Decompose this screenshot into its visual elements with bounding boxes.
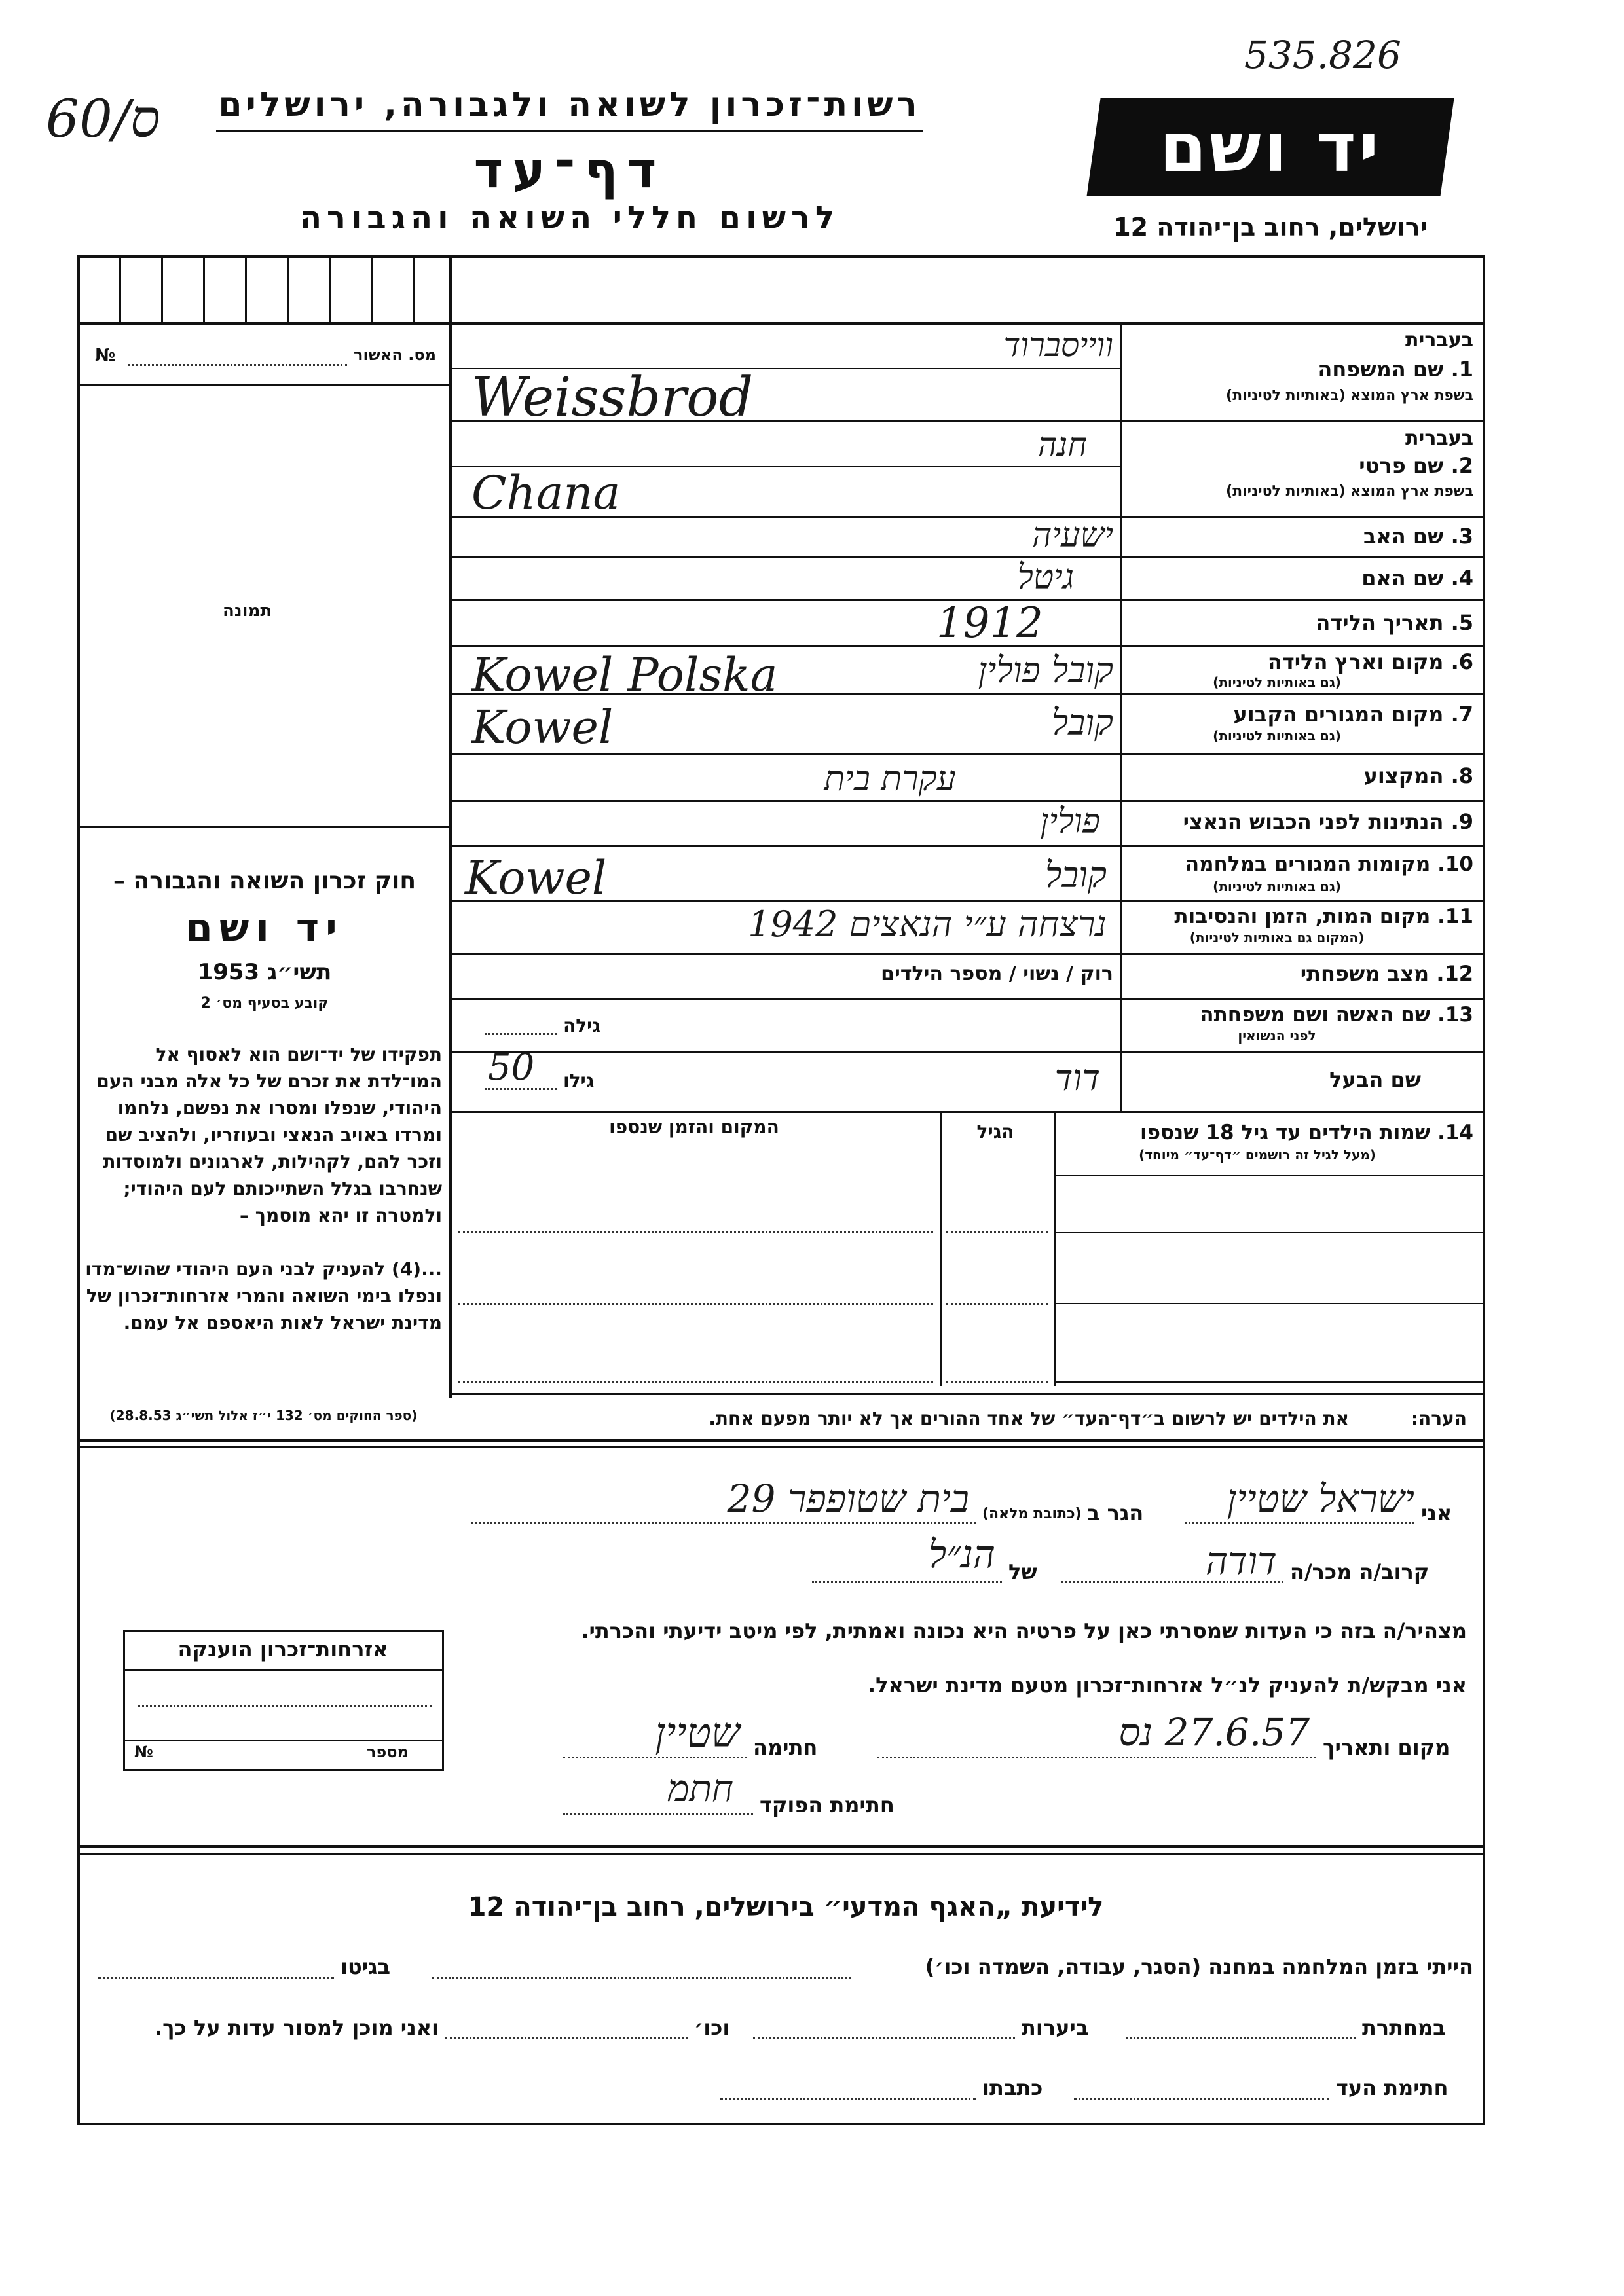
f6-value-hebrew: קובל פולין [978,649,1113,691]
decl-of-value: הנ״ל [928,1532,995,1576]
footer-camp-label: הייתי בזמן המלחמה במחנה (הסגר, עבודה, השמדה וכו׳) [925,1954,1473,1979]
f11-label-text: מקום המות, הזמן והנסיבות [1174,905,1431,928]
decl-i-value: ישראל שטיין [1227,1476,1414,1521]
f9-label [1133,809,1473,834]
decl-signature-value: שטיין [655,1709,740,1757]
law-title: חוק זכרון השואה והגבורה – [113,867,416,894]
note-divider [77,1439,1485,1442]
f11-label [1133,905,1473,928]
top-strip-bottom [77,322,1485,325]
citizenship-title: אזרחות־זכרון הוענקה [177,1637,388,1662]
f13-age-line [485,1033,557,1035]
husband-value: דוד [1054,1057,1100,1099]
f8-label [1133,763,1473,788]
law-year: תשי״ג 1953 [197,959,332,985]
f6-value-latin: Kowel Polska [471,648,778,702]
f10-label [1133,852,1473,876]
f9-num: 9. [1450,809,1473,834]
f1-in-hebrew: בעברית [1405,329,1473,352]
label-column-divider [1120,322,1122,1111]
husband-label: שם הבעל [1329,1067,1421,1092]
f5-label [1133,610,1473,635]
f8-num: 8. [1450,763,1473,788]
f10-label-text: מקומות המגורים במלחמה [1185,852,1431,876]
f14-place-header: המקום והזמן שנספו [609,1116,779,1138]
org-underline [216,130,923,132]
f4-num: 4. [1450,566,1473,591]
f6-label [1133,649,1473,674]
f14-age-header: הגיל [976,1121,1014,1142]
footer-witness-signature-label: חתימת העד [1336,2075,1449,2100]
f10-value-hebrew: קובל [1045,854,1107,896]
f2-in-hebrew: בעברית [1405,427,1473,450]
f8-label-text: המקצוע [1363,763,1444,788]
f5-num: 5. [1450,610,1473,635]
footer-title: לידיעת „האגף המדעי״ בירושלים, רחוב בן־יהודה 12 [468,1892,1104,1922]
f10-num: 10. [1437,852,1473,876]
decl-request: אני מבקש/ת להעניק לנ״ל אזרחות־זכרון מטעם מדינת ישראל. [868,1673,1467,1698]
decl-place-date-label: מקום ותאריך [1323,1735,1450,1760]
husband-age-label: גילו [563,1070,595,1091]
f8-value: עקרת בית [824,759,956,799]
form-subtitle: לרשום חללי השואה והגבורה [300,200,840,236]
footer-underground-label: במחתרת [1362,2015,1446,2040]
law-paragraph-1: תפקידו של יד־ושם הוא לאסוף אל המו־לדת את זכרם של כל אלה מבני העם היהודי, שנפלו ומסרו את נפשם, נלחמו ומרדו באויב הנאצי ובעוזריו, ולהציב שם וזכר להם, לקהילות, לארגונים ולמוסדות שנחרבו בגלל השתייכותם לעם היהודי; ולמטרה זו יהא מוסמך – [96,1044,442,1226]
archive-number: 535.826 [1244,33,1401,77]
f3-value: ישעיה [1032,516,1113,555]
footer-ghetto-label: בגיטו [341,1954,390,1979]
approval-no-sign: № [95,346,116,365]
margin-note: 60/ס [46,88,160,149]
f4-label-text: שם האם [1361,566,1444,591]
f1-value-hebrew: ווייסברוד [1003,326,1113,364]
f14-num: 14. [1437,1121,1473,1144]
f2-label-text: שם פרטי [1359,453,1444,478]
footer-address-label: כתבתו [982,2075,1043,2100]
f14-label-text: שמות הילדים עד גיל 18 שנספו [1140,1121,1431,1144]
f2-value-hebrew: חנה [1037,426,1087,464]
f4-label [1133,566,1473,591]
f7-value-hebrew: קובל [1052,702,1113,743]
law-name: יד ושם [185,905,344,951]
f1-num: 1. [1450,357,1473,382]
decl-i-label: אני [1421,1501,1452,1525]
decl-address-value: בית שטופפר 29 [727,1476,969,1521]
f3-label [1133,524,1473,549]
f2-value-latin: Chana [471,466,621,520]
f6-label-text: מקום וארץ הלידה [1267,649,1444,674]
decl-resides-label: הגר ב [1087,1501,1144,1525]
decl-place-date-value: 27.6.57 נס [1118,1710,1310,1755]
note-text: את הילדים יש לרשום ב״דף־העד״ של אחד ההורים אך לא יותר מפעם אחת. [709,1408,1349,1429]
note-label: הערה: [1411,1408,1467,1429]
form-title: דף־עד [473,141,666,199]
photo-label: תמונה [223,601,272,621]
f12-label [1133,961,1473,986]
f11-value: נרצחה ע״י הנאצים 1942 [748,903,1107,945]
f14-label [1061,1121,1473,1144]
f7-sub: (גם באותיות לטיניות) [1213,728,1341,744]
decl-official-value: חתמ [667,1768,733,1810]
f10-sub: (גם באותיות לטיניות) [1213,879,1341,894]
f1-sub: בשפת ארץ המוצא (באותיות לטיניות) [1226,388,1473,404]
f2-sub: בשפת ארץ המוצא (באותיות לטיניות) [1226,483,1473,500]
f7-label [1133,702,1473,727]
f1-value-latin: Weissbrod [471,367,754,429]
decl-official-label: חתימת הפוקד [760,1793,895,1817]
photo-area-bottom [77,826,451,828]
footer-etc-label: וכו׳ [694,2015,730,2040]
f4-value: גיטל [1017,558,1074,597]
f13-num: 13. [1437,1003,1473,1027]
org-name: רשות־זכרון לשואה ולגבורה, ירושלים [218,85,921,124]
approval-label: מס. האשור [354,346,436,364]
decl-relative-label: קרוב/ה מכר/ה [1290,1559,1430,1584]
law-clause: קובע בסעיף מס׳ 2 [200,995,329,1011]
footer-forests-label: ביערות [1022,2015,1089,2040]
photo-area-top [77,384,451,386]
f10-value-latin: Kowel [465,851,607,905]
decl-signature-label: חתימה [753,1735,818,1760]
citizenship-number-label: מספר [367,1743,409,1761]
f11-sub: (המקום גם באותיות לטיניות) [1189,930,1365,945]
f13-sub: לפני הנשואין [1238,1028,1316,1044]
logo-text: יד ושם [1159,107,1382,187]
f2-label [1133,453,1473,478]
approval-line [128,364,347,366]
f11-num: 11. [1437,905,1473,928]
f1-label [1133,357,1473,382]
yad-vashem-logo [1086,98,1454,196]
f13-label-text: שם האשה ושם משפחתה [1200,1003,1431,1027]
decl-statement: מצהיר/ה בזה כי העדות שמסרתי כאן על פרטיה היא נכונה ואמתית, לפי מיטב ידיעתי והכרתי. [581,1618,1467,1643]
husband-age-value: 50 [488,1046,535,1089]
f6-num: 6. [1450,649,1473,674]
f12-options: רוק / נשוי / מספר הילדים [881,962,1113,985]
citizenship-number-sign: № [134,1743,153,1761]
f14-sub: (מעל לגיל זה רושמים ״דף־עד״ מיוחד) [1139,1147,1376,1163]
law-paragraph-2: ...(4) להעניק לבני העם היהודי שהוש־מדו ונפלו בימי השואה והמרי אזרחות־זכרון של מדינת ישראל לאות היאספם אל עמם. [85,1258,442,1334]
f12-num: 12. [1436,961,1473,986]
f6-sub: (גם באותיות לטיניות) [1213,674,1341,690]
f5-value: 1912 [936,599,1043,647]
f13-age-label: גילה [563,1015,600,1036]
f3-label-text: שם האב [1363,524,1444,549]
f7-num: 7. [1450,702,1473,727]
header-address: ירושלים, רחוב בן־יהודה 12 [1113,213,1428,242]
footer-willing-label: ואני מוכן למסור עדות על כך. [154,2015,439,2040]
f1-label-text: שם המשפחה [1318,357,1444,382]
f5-label-text: תאריך הלידה [1316,610,1444,635]
f7-label-text: מקום המגורים הקבוע [1233,702,1444,727]
f2-num: 2. [1450,453,1473,478]
f7-value-latin: Kowel [471,701,614,754]
f9-label-text: הנתינות לפני הכבוש הנאצי [1183,809,1444,834]
f12-label-text: מצב משפחתי [1300,961,1430,986]
decl-address-hint: (כתובת מלאה) [982,1506,1082,1522]
decl-relation-value: דודה [1206,1539,1277,1583]
f3-num: 3. [1450,524,1473,549]
f13-label [1133,1003,1473,1027]
f9-value: פולין [1040,802,1100,841]
law-source: (ספר החוקים מס׳ 132 י״ז אלול תשי״ג 28.8.53) [109,1408,418,1423]
decl-of-label: של [1008,1559,1037,1584]
